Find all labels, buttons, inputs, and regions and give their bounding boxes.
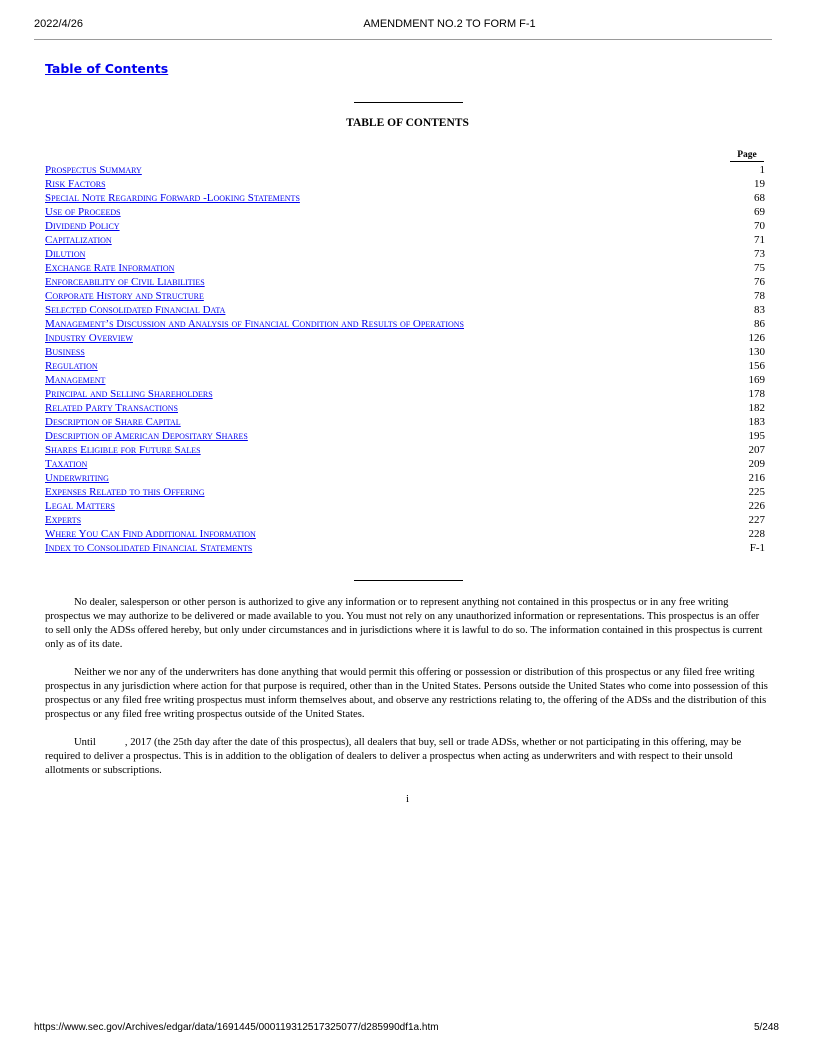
toc-page-number: 75 [754,262,765,274]
toc-row [45,275,765,289]
toc-entry-link[interactable]: Where You Can Find Additional Information [45,528,256,540]
toc-page-number: 182 [748,402,765,414]
toc-page-number: 86 [754,318,765,330]
footer-page-counter: 5/248 [753,1022,779,1033]
toc-entry-link[interactable]: Taxation [45,458,88,470]
toc-page-number: 69 [754,206,765,218]
toc-entry-link[interactable]: Shares Eligible for Future Sales [45,444,201,456]
toc-page-number: 227 [748,514,765,526]
toc-entry-link[interactable]: Related Party Transactions [45,402,178,414]
paragraph-distribution-restrictions: Neither we nor any of the underwriters has done anything that would permit this offering or possession or distribution of this prospectus or any filed free writing prospectus in any jurisdiction where action for that purpose is required, other than in the United States. Persons outside the United States who come into possession of this prospectus or any filed free writing prospectus must inform themselves about, and observe any restrictions relating to, the offering of the ADSs and the distribution of this prospectus or any filed free writing prospectus outside of the United States. [45,667,768,720]
toc-page-number: 156 [748,360,765,372]
toc-page-number: 73 [754,248,765,260]
toc-entry-link[interactable]: Enforceability of Civil Liabilities [45,276,205,288]
toc-row [45,331,765,345]
toc-page-number: F-1 [749,542,765,554]
toc-page-number: 195 [748,430,765,442]
toc-page-number: 78 [754,290,765,302]
toc-page-number: 225 [748,486,765,498]
top-section-rule [354,102,463,103]
toc-page-number: 1 [759,164,765,176]
toc-entry-link[interactable]: Underwriting [45,472,109,484]
toc-page-number: 209 [748,458,765,470]
toc-entry-link[interactable]: Principal and Selling Shareholders [45,388,213,400]
toc-entry-link[interactable]: Use of Proceeds [45,206,121,218]
toc-entry-link[interactable]: Management [45,374,106,386]
toc-page-number: 183 [748,416,765,428]
toc-row [45,359,765,373]
toc-row [45,457,765,471]
toc-row [45,541,765,555]
toc-row [45,205,765,219]
toc-page-number: 70 [754,220,765,232]
toc-entry-link[interactable]: Business [45,346,85,358]
toc-row [45,261,765,275]
toc-row [45,191,765,205]
toc-row [45,499,765,513]
header-date: 2022/4/26 [34,18,83,30]
toc-entry-link[interactable]: Legal Matters [45,500,115,512]
toc-list [45,163,765,555]
toc-row [45,485,765,499]
toc-page-number: 228 [748,528,765,540]
toc-row [45,429,765,443]
bottom-section-rule [354,580,463,581]
toc-row [45,163,765,177]
header-title: AMENDMENT NO.2 TO FORM F-1 [363,18,536,30]
toc-entry-link[interactable]: Dilution [45,248,86,260]
toc-row [45,219,765,233]
toc-page-number: 216 [748,472,765,484]
toc-entry-link[interactable]: Risk Factors [45,178,106,190]
toc-row [45,401,765,415]
toc-row [45,177,765,191]
toc-entry-link[interactable]: Regulation [45,360,98,372]
toc-row [45,415,765,429]
toc-entry-link[interactable]: Exchange Rate Information [45,262,175,274]
toc-page-number: 169 [748,374,765,386]
toc-row [45,247,765,261]
toc-row [45,513,765,527]
toc-entry-link[interactable]: Capitalization [45,234,112,246]
toc-entry-link[interactable]: Industry Overview [45,332,133,344]
toc-entry-link[interactable]: Prospectus Summary [45,164,142,176]
toc-entry-link[interactable]: Selected Consolidated Financial Data [45,304,226,316]
toc-row [45,345,765,359]
toc-row [45,387,765,401]
toc-page-number: 83 [754,304,765,316]
page-column-header: Page [730,150,764,162]
table-of-contents-link[interactable]: Table of Contents [45,61,169,76]
toc-entry-link[interactable]: Special Note Regarding Forward -Looking Statements [45,192,300,204]
toc-page-number: 71 [754,234,765,246]
toc-entry-link[interactable]: Index to Consolidated Financial Statements [45,542,253,554]
toc-row [45,303,765,317]
toc-page-number: 76 [754,276,765,288]
toc-entry-link[interactable]: Dividend Policy [45,220,120,232]
toc-page-number: 126 [748,332,765,344]
toc-page-number: 68 [754,192,765,204]
page-folio: i [405,793,410,805]
toc-heading: TABLE OF CONTENTS [346,117,469,129]
toc-row [45,443,765,457]
toc-page-number: 178 [748,388,765,400]
toc-entry-link[interactable]: Description of American Depositary Shares [45,430,248,442]
toc-row [45,289,765,303]
toc-page-number: 226 [748,500,765,512]
header-divider [34,39,772,40]
footer-url: https://www.sec.gov/Archives/edgar/data/1691445/000119312517325077/d285990df1a.htm [34,1022,439,1033]
paragraph-dealer-authorization: No dealer, salesperson or other person is authorized to give any information or to represent anything not contained in this prospectus or in any free writing prospectus we may authorize to be delivered or made available to you. You must not rely on any unauthorized information or representations. This prospectus is an offer to sell only the ADSs offered hereby, but only under circumstances and in jurisdictions where it is lawful to do so. The information contained in this prospectus is current only as of its date. [45,597,763,650]
toc-page-number: 207 [748,444,765,456]
toc-entry-link[interactable]: Experts [45,514,82,526]
toc-page-number: 19 [754,178,765,190]
toc-row [45,471,765,485]
toc-row [45,233,765,247]
toc-row [45,373,765,387]
toc-row [45,527,765,541]
toc-entry-link[interactable]: Management’s Discussion and Analysis of Financial Condition and Results of Operations [45,318,464,330]
toc-entry-link[interactable]: Corporate History and Structure [45,290,204,302]
toc-entry-link[interactable]: Expenses Related to this Offering [45,486,205,498]
toc-row [45,317,765,331]
toc-entry-link[interactable]: Description of Share Capital [45,416,181,428]
toc-page-number: 130 [748,346,765,358]
paragraph-dealer-prospectus-delivery: Until , 2017 (the 25th day after the date of this prospectus), all dealers that buy, sell or trade ADSs, whether or not participating in this offering, may be required to deliver a prospectus. This is in addition to the obligation of dealers to deliver a prospectus when acting as underwriters and with respect to their unsold allotments or subscriptions. [45,737,744,776]
